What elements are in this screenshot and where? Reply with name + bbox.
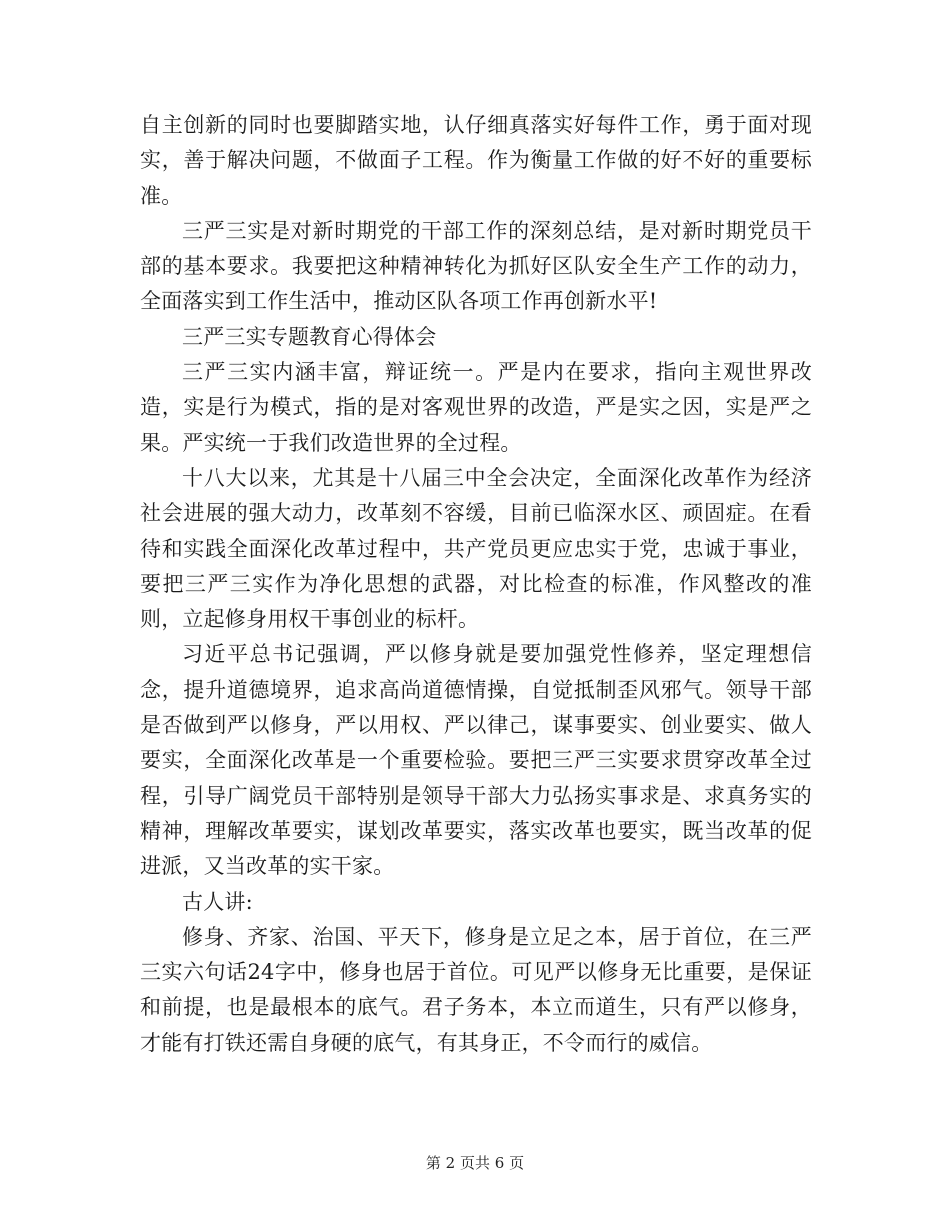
document-body: [140, 108, 812, 1061]
paragraph: 修身、齐家、治国、平天下，修身是立足之本，居于首位，在三严三实六句话24字中，修身也居于首位。可见严以修身无比重要，是保证和前提，也是最根本的底气。君子务本，本立而道生，只有严以修身，才能有打铁还需自身硬的底气，有其身正，不令而行的威信。: [140, 924, 812, 1055]
paragraph: 习近平总书记强调，严以修身就是要加强党性修养，坚定理想信念，提升道德境界，追求高尚道德情操，自觉抵制歪风邪气。领导干部是否做到严以修身，严以用权、严以律己，谋事要实、创业要实、做人要实，全面深化改革是一个重要检验。要把三严三实要求贯穿改革全过程，引导广阔党员干部特别是领导干部大力弘扬实事求是、求真务实的精神，理解改革要实，谋划改革要实，落实改革也要实，既当改革的促进派，又当改革的实干家。: [140, 642, 812, 879]
section-heading: 三严三实专题教育心得体会: [182, 324, 437, 349]
paragraph: 自主创新的同时也要脚踏实地，认仔细真落实好每件工作，勇于面对现实，善于解决问题，不做面子工程。作为衡量工作做的好不好的重要标准。: [140, 113, 812, 208]
paragraph: 古人讲:: [182, 889, 253, 914]
paragraph: 十八大以来，尤其是十八届三中全会决定，全面深化改革作为经济社会进展的强大动力，改革刻不容缓，目前已临深水区、顽固症。在看待和实践全面深化改革过程中，共产党员更应忠实于党，忠诚于事业，要把三严三实作为净化思想的武器，对比检查的标准，作风整改的准则，立起修身用权干事创业的标杆。: [140, 465, 812, 632]
paragraph: 三严三实内涵丰富，辩证统一。严是内在要求，指向主观世界改造，实是行为模式，指的是对客观世界的改造，严是实之因，实是严之果。严实统一于我们改造世界的全过程。: [140, 360, 812, 455]
paragraph: 三严三实是对新时期党的干部工作的深刻总结，是对新时期党员干部的基本要求。我要把这种精神转化为抓好区队安全生产工作的动力，全面落实到工作生活中，推动区队各项工作再创新水平!: [140, 218, 812, 314]
page-number-footer: 第 2 页共 6 页: [425, 1154, 525, 1172]
